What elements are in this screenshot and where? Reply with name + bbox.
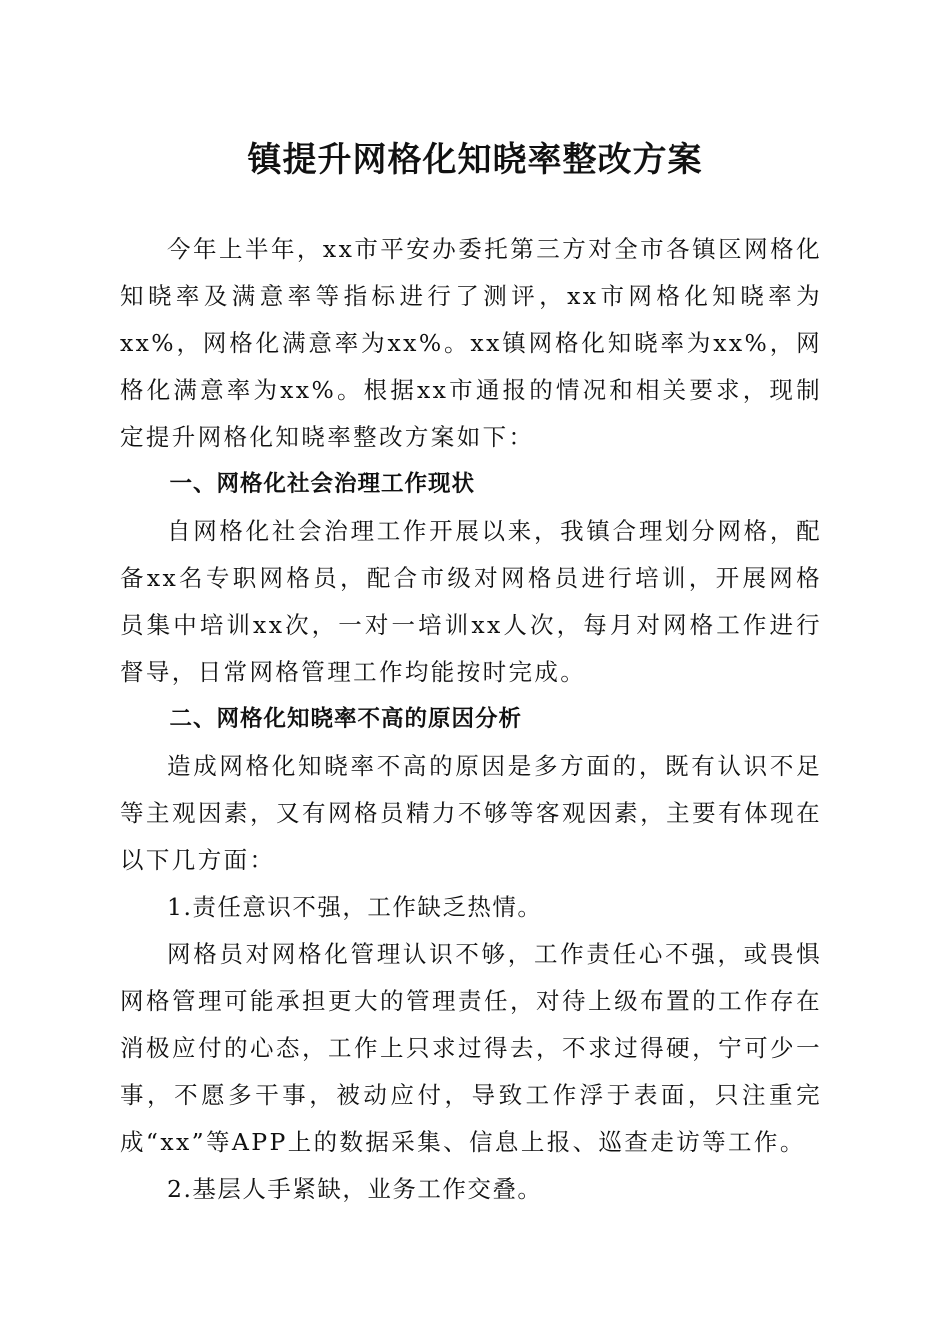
intro-paragraph: 今年上半年，xx市平安办委托第三方对全市各镇区网格化知晓率及满意率等指标进行了测评，xx市网格化知晓率为xx%，网格化满意率为xx%。xx镇网格化知晓率为xx%，网格化满意率为xx%。根据xx市通报的情况和相关要求，现制定提升网格化知晓率整改方案如下： [120, 235, 822, 451]
document-title: 镇提升网格化知晓率整改方案 [247, 140, 703, 180]
section-1-paragraph: 自网格化社会治理工作开展以来，我镇合理划分网格，配备xx名专职网格员，配合市级对网格员进行培训，开展网格员集中培训xx次，一对一培训xx人次，每月对网格工作进行督导，日常网格管理工作均能按时完成。 [120, 517, 822, 686]
document-body [120, 226, 822, 1213]
section-heading-2: 二、网格化知晓率不高的原因分析 [169, 706, 523, 732]
list-item-1-paragraph: 网格员对网格化管理认识不够，工作责任心不强，或畏惧网格管理可能承担更大的管理责任，对待上级布置的工作存在消极应付的心态，工作上只求过得去，不求过得硬，宁可少一事，不愿多干事，被动应付，导致工作浮于表面，只注重完成“xx”等APP上的数据采集、信息上报、巡查走访等工作。 [120, 940, 822, 1156]
list-item-1: 1.责任意识不强，工作缺乏热情。 [167, 893, 543, 921]
section-heading-1: 一、网格化社会治理工作现状 [169, 471, 476, 497]
list-item-2: 2.基层人手紧缺，业务工作交叠。 [167, 1175, 543, 1203]
section-2-paragraph: 造成网格化知晓率不高的原因是多方面的，既有认识不足等主观因素，又有网格员精力不够等客观因素，主要有体现在以下几方面： [120, 752, 822, 874]
